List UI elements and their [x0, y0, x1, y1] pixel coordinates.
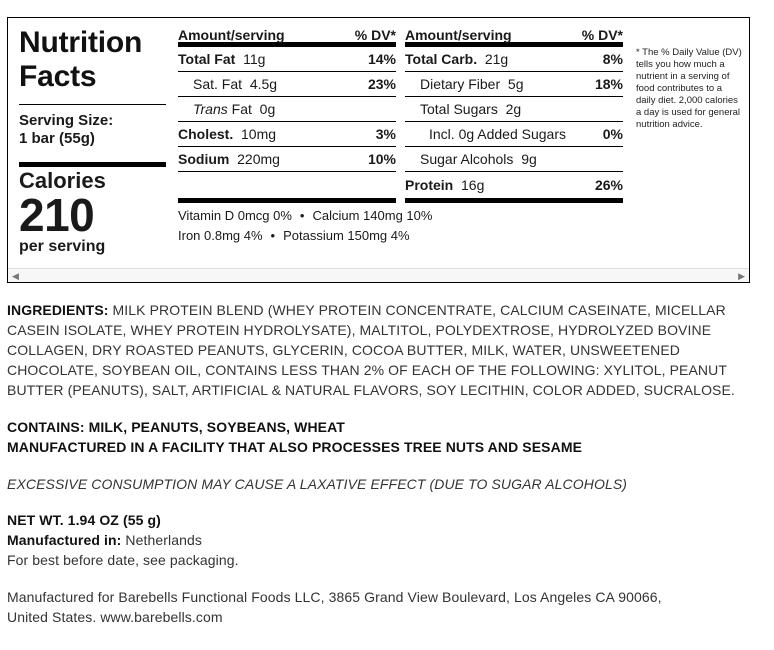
- nutrient-amount: 9g: [521, 151, 537, 167]
- nutrition-title-line1: Nutrition: [19, 26, 143, 59]
- nutrient-label: Cholest.: [178, 126, 234, 142]
- nutrient-amount: 5g: [507, 76, 524, 92]
- manufactured-in-value: Netherlands: [125, 532, 202, 548]
- nutrient-dv: 23%: [367, 76, 396, 92]
- nutrient-row-added-sugars: [405, 122, 623, 147]
- nutrient-dv: 14%: [367, 51, 396, 67]
- calories-value: 210: [19, 189, 95, 241]
- nutrient-amount: 16g: [461, 176, 485, 193]
- nutrient-amount: 21g: [484, 51, 509, 67]
- nutrient-label: Incl. 0g Added Sugars: [429, 126, 566, 142]
- vitamins-line-2: [178, 226, 432, 246]
- nutrient-row-total-sugars: [405, 97, 623, 122]
- nutrient-amount: 11g: [243, 51, 266, 67]
- column-1-bottom-rule: [178, 198, 396, 203]
- scroll-left-icon[interactable]: ◀: [12, 271, 19, 281]
- nutrient-dv: 26%: [594, 176, 623, 193]
- vitamins-line-1: [178, 206, 432, 226]
- serving-size: [19, 104, 166, 148]
- serving-size-label: Serving Size:: [19, 112, 114, 129]
- nutrient-row-dietary-fiber: [405, 72, 623, 97]
- allergen-info: [7, 417, 757, 457]
- nutrient-dv: 10%: [367, 151, 396, 167]
- nutrient-label: Protein: [405, 176, 454, 193]
- nutrient-row-sat-fat: [178, 72, 396, 97]
- nutrient-label-italic: Trans: [193, 101, 228, 117]
- nutrient-row-sugar-alcohols: [405, 147, 623, 172]
- contains-statement: CONTAINS: MILK, PEANUTS, SOYBEANS, WHEAT: [7, 419, 345, 435]
- nutrient-row-protein: [405, 172, 623, 197]
- manufactured-in: [7, 530, 757, 550]
- nutrient-row-total-carb: [405, 47, 623, 72]
- nutrient-label: Dietary Fiber: [420, 76, 501, 92]
- nutrient-label: Total Carb.: [405, 51, 478, 67]
- nutrient-label: Total Sugars: [420, 101, 498, 117]
- column-2-bottom-rule: [405, 198, 623, 203]
- nutrient-dv: 18%: [594, 76, 623, 92]
- calcium: Calcium 140mg 10%: [312, 208, 433, 223]
- nutrient-amount: 220mg: [237, 151, 280, 167]
- nutrient-row-total-fat: [178, 47, 396, 72]
- nutrition-facts-panel: [7, 17, 750, 283]
- nutrition-title-line2: Facts: [19, 60, 97, 93]
- nutrient-amount: 4.5g: [249, 76, 278, 92]
- best-before: For best before date, see packaging.: [7, 552, 239, 568]
- scroll-right-icon[interactable]: ▶: [738, 271, 745, 281]
- nutrient-row-trans-fat: [178, 97, 396, 122]
- calories-unit: per serving: [19, 238, 106, 255]
- vitamins-minerals: [178, 206, 432, 246]
- nutrient-column-1: [178, 26, 396, 172]
- nutrient-column-2: [405, 26, 623, 197]
- ingredients-label: INGREDIENTS:: [7, 302, 109, 318]
- facility-statement: MANUFACTURED IN A FACILITY THAT ALSO PROCESSES TREE NUTS AND SESAME: [7, 439, 583, 455]
- calories-block: [19, 162, 166, 256]
- manufacturer-line-2: United States. www.barebells.com: [7, 609, 223, 625]
- nutrient-amount: 2g: [505, 101, 522, 117]
- horizontal-scrollbar[interactable]: [8, 268, 749, 282]
- bullet: •: [299, 208, 305, 223]
- nutrient-label: Sodium: [178, 151, 230, 167]
- calories-label: Calories: [19, 168, 106, 193]
- nutrient-dv: 0%: [602, 126, 623, 142]
- iron: Iron 0.8mg 4%: [178, 228, 263, 243]
- product-details: [7, 510, 757, 570]
- nutrient-dv: 3%: [375, 126, 396, 142]
- nutrient-label: Sat. Fat: [193, 76, 243, 92]
- manufacturer-line-1: Manufactured for Barebells Functional Foods LLC, 3865 Grand View Boulevard, Los Angeles CA 90066,: [7, 589, 662, 605]
- ingredients: [7, 300, 757, 400]
- nutrient-amount: 0g: [259, 101, 276, 117]
- nutrient-row-cholesterol: [178, 122, 396, 147]
- amount-header: Amount/serving: [405, 27, 512, 43]
- dv-header: % DV*: [581, 27, 623, 43]
- laxative-warning: EXCESSIVE CONSUMPTION MAY CAUSE A LAXATIVE EFFECT (DUE TO SUGAR ALCOHOLS): [7, 476, 628, 492]
- nutrient-label: Total Fat: [178, 51, 236, 67]
- nutrient-label: Sugar Alcohols: [420, 151, 514, 167]
- amount-header: Amount/serving: [178, 27, 285, 43]
- vitamin-d: Vitamin D 0mcg 0%: [178, 208, 292, 223]
- serving-size-value: 1 bar (55g): [19, 130, 95, 147]
- nutrient-dv: 8%: [602, 51, 623, 67]
- daily-value-footnote: * The % Daily Value (DV) tells you how much a nutrient in a serving of food contributes to a daily diet. 2,000 calories a day is used for general nutrition advice.: [636, 47, 742, 130]
- potassium: Potassium 150mg 4%: [283, 228, 410, 243]
- net-weight: NET WT. 1.94 OZ (55 g): [7, 512, 161, 528]
- nutrient-amount: 10mg: [241, 126, 277, 142]
- ingredients-text: MILK PROTEIN BLEND (WHEY PROTEIN CONCENTRATE, CALCIUM CASEINATE, MICELLAR CASEIN ISOLATE, WHEY PROTEIN HYDROLYSATE), MALTITOL, POLYDEXTROSE, HYDROLYZED BOVINE COLLAGEN, DRY ROASTED PEANUTS, GLYCERIN, COCOA BUTTER, MILK, WATER, UNSWEETENED CHOCOLATE, SOYBEAN OIL, CONTAINS LESS THAN 2% OF EACH OF THE FOLLOWING: XYLITOL, PEANUT BUTTER (PEANUTS), SALT, ARTIFICIAL & NATURAL FLAVORS, SOY LECITHIN, COLOR ADDED, SUCRALOSE.: [7, 302, 735, 398]
- manufactured-in-label: Manufactured in:: [7, 532, 122, 548]
- column-header: [178, 26, 396, 47]
- column-header: [405, 26, 623, 47]
- dv-header: % DV*: [354, 27, 396, 43]
- nutrition-header: [19, 26, 166, 148]
- bullet: •: [270, 228, 276, 243]
- nutrient-label: Fat: [231, 101, 252, 117]
- nutrient-row-sodium: [178, 147, 396, 172]
- manufacturer-info: [7, 587, 757, 627]
